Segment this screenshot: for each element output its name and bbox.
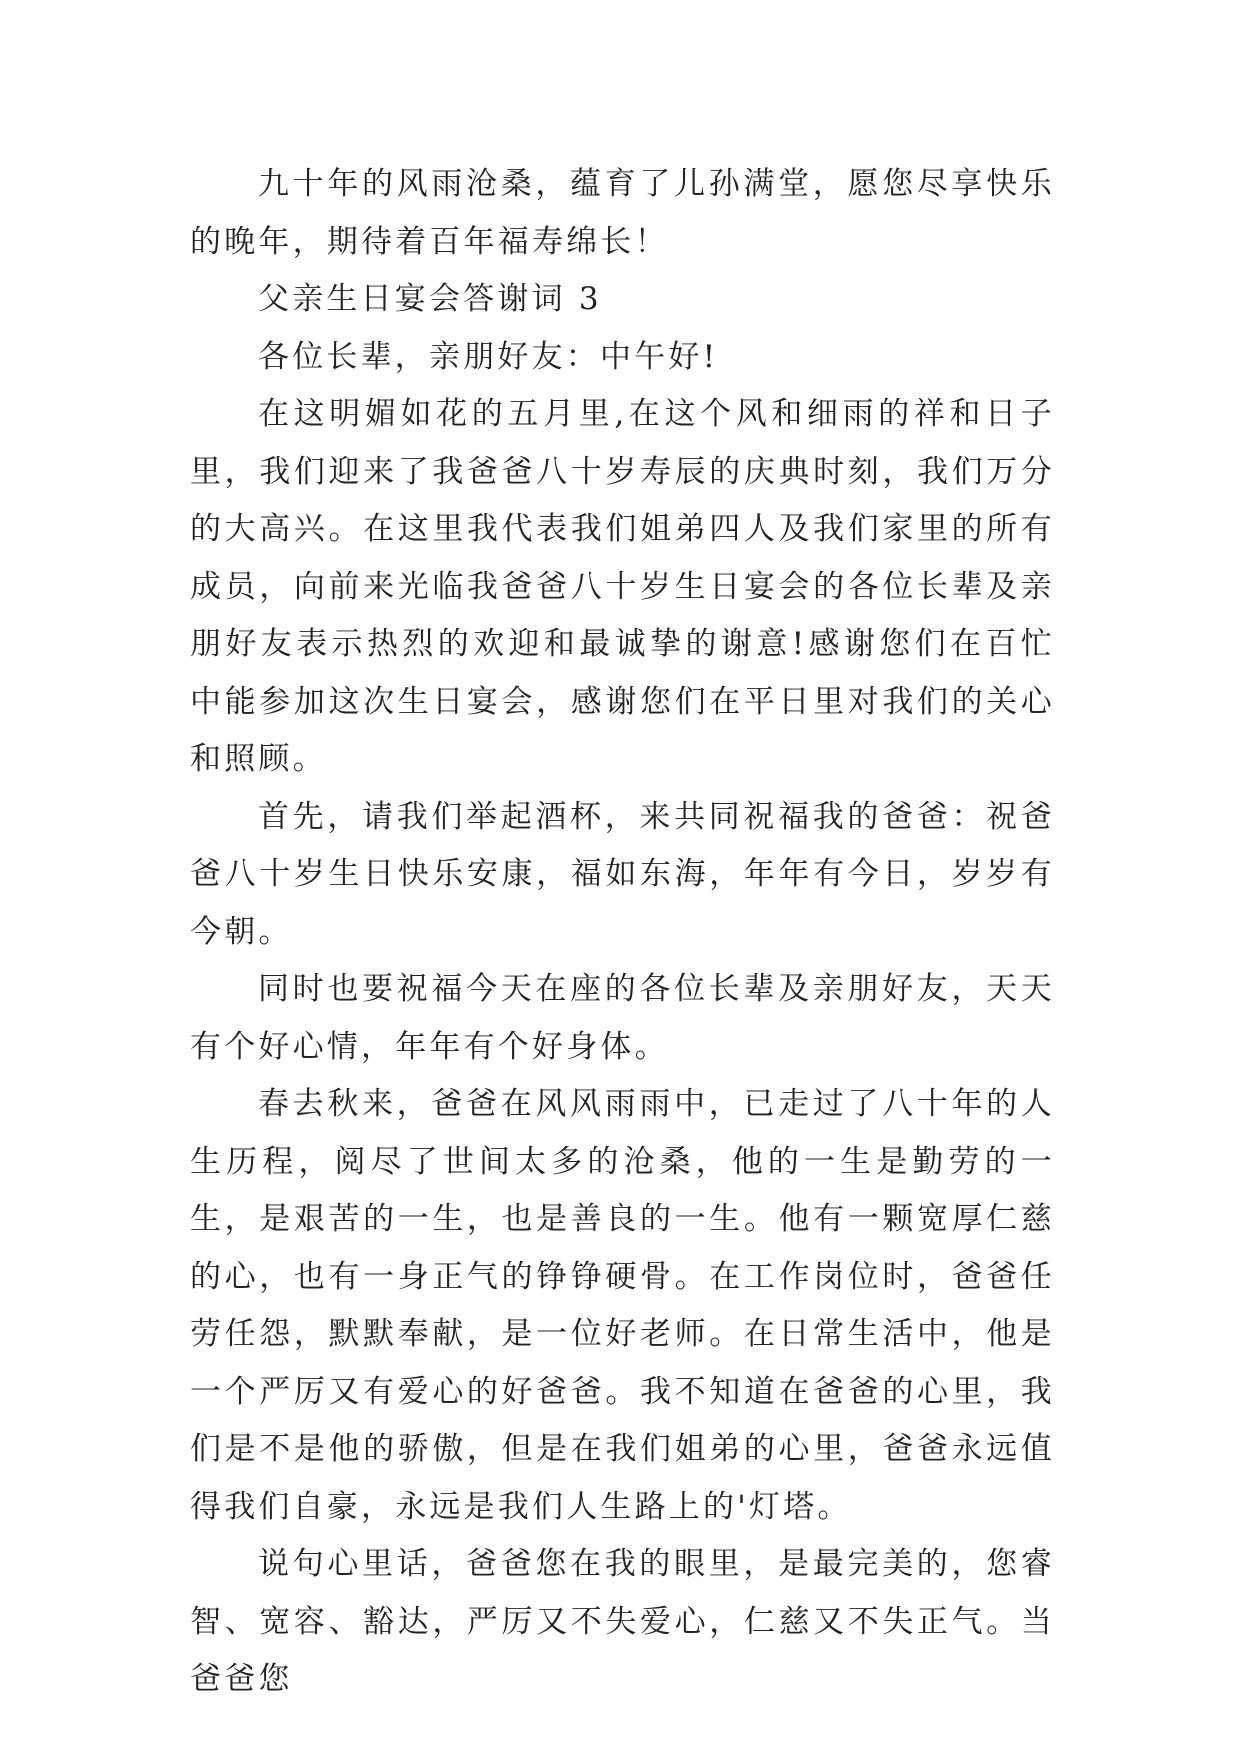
paragraph-heartfelt: 说句心里话，爸爸您在我的眼里，是最完美的，您睿智、宽容、豁达，严厉又不失爱心，仁慈又不失正气。当爸爸您 <box>190 1546 1055 1697</box>
greeting: 各位长辈，亲朋好友：中午好! <box>258 338 719 375</box>
document-body <box>190 156 1055 1709</box>
paragraph-intro: 在这明媚如花的五月里,在这个风和细雨的祥和日子里，我们迎来了我爸爸八十岁寿辰的庆典时刻，我们万分的大高兴。在这里我代表我们姐弟四人及我们家里的所有成员，向前来光临我爸爸八十岁生日宴会的各位长辈及亲朋好友表示热烈的欢迎和最诚挚的谢意!感谢您们在百忙中能参加这次生日宴会，感谢您们在平日里对我们的关心和照顾。 <box>190 396 1055 777</box>
paragraph-toast: 首先，请我们举起酒杯，来共同祝福我的爸爸：祝爸爸八十岁生日快乐安康，福如东海，年年有今日，岁岁有今朝。 <box>190 798 1055 950</box>
paragraph-father-life: 春去秋来，爸爸在风风雨雨中，已走过了八十年的人生历程，阅尽了世间太多的沧桑，他的一生是勤劳的一生，是艰苦的一生，也是善良的一生。他有一颗宽厚仁慈的心，也有一身正气的铮铮硬骨。在工作岗位时，爸爸任劳任怨，默默奉献，是一位好老师。在日常生活中，他是一个严厉又有爱心的好爸爸。我不知道在爸爸的心里，我们是不是他的骄傲，但是在我们姐弟的心里，爸爸永远值得我们自豪，永远是我们人生路上的'灯塔。 <box>190 1086 1055 1525</box>
paragraph-blessing: 九十年的风雨沧桑，蕴育了儿孙满堂，愿您尽享快乐的晚年，期待着百年福寿绵长！ <box>190 166 1055 260</box>
section-heading: 父亲生日宴会答谢词 3 <box>258 281 602 317</box>
paragraph-guest-wishes: 同时也要祝福今天在座的各位长辈及亲朋好友，天天有个好心情，年年有个好身体。 <box>190 971 1055 1065</box>
